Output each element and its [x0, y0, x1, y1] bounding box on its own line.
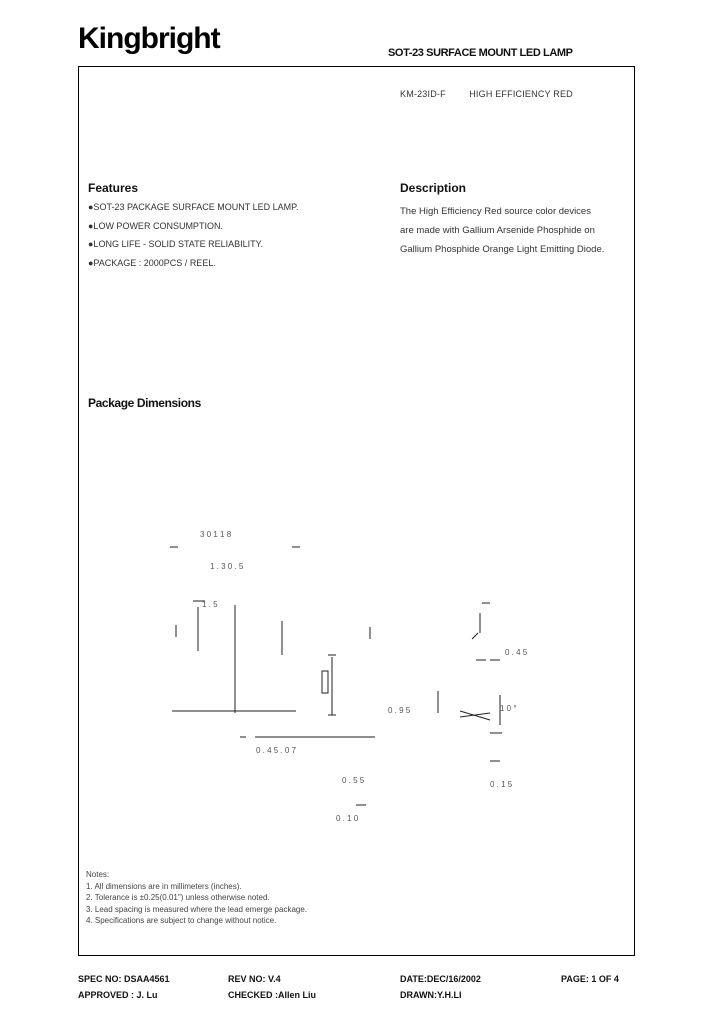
part-number: KM-23ID-F [400, 89, 446, 99]
dim-label-mid: 1 . 3 0 . 5 [210, 562, 244, 571]
description-text [400, 202, 632, 259]
features-list [88, 202, 299, 276]
note-item: 3. Lead spacing is measured where the lead emerge package. [86, 904, 308, 914]
description-line: are made with Gallium Arsenide Phosphide on [400, 225, 595, 236]
feature-item: ●LOW POWER CONSUMPTION. [88, 220, 223, 231]
height-dim-box [322, 671, 328, 693]
rv-label-4: 0 . 1 5 [490, 780, 513, 789]
dim-label-bottom: 0 . 4 5 . 0 7 [256, 746, 297, 755]
spec-number: SPEC NO: DSAA4561 [78, 974, 170, 984]
kingbright-logo: Kingbright [78, 22, 220, 55]
rv-label-3: 1 0 ° [500, 704, 517, 713]
description-line: The High Efficiency Red source color devices [400, 206, 591, 217]
feature-item: ●LONG LIFE - SOLID STATE RELIABILITY. [88, 239, 263, 249]
notes-heading: Notes: [86, 870, 110, 879]
dim-label-top: 3 0 1 1 8 [200, 530, 232, 539]
description-heading: Description [400, 181, 467, 195]
package-dimensions-drawing [160, 515, 560, 835]
approved-by: APPROVED : J. Lu [78, 990, 158, 1000]
checked-by: CHECKED :Allen Liu [228, 990, 317, 1000]
dim-label-foot: 0 . 5 5 [342, 776, 365, 785]
package-dimensions-heading: Package Dimensions [88, 396, 201, 410]
rv-label-2: 0 . 9 5 [388, 706, 411, 715]
revision-number: REV NO: V.4 [228, 974, 281, 984]
description-line: Gallium Phosphide Orange Light Emitting Diode. [400, 244, 605, 255]
note-item: 2. Tolerance is ±0.25(0.01") unless otherwise noted. [86, 893, 270, 902]
rv-diag-2 [460, 713, 490, 717]
page-indicator: PAGE: 1 OF 4 [561, 974, 619, 984]
feature-item: ●PACKAGE : 2000PCS / REEL. [88, 257, 216, 268]
dim-label-foot-2: 0 . 1 0 [336, 814, 359, 823]
dim-label-pin: 1 . 5 [202, 600, 218, 609]
features-heading: Features [88, 181, 139, 195]
notes-section [86, 869, 307, 927]
rv-lead-bend [472, 633, 478, 639]
part-description: HIGH EFFICIENCY RED [469, 89, 573, 99]
feature-item: ●SOT-23 PACKAGE SURFACE MOUNT LED LAMP. [88, 202, 299, 212]
rv-label-1: 0 . 4 5 [505, 648, 528, 657]
document-date: DATE:DEC/16/2002 [400, 974, 481, 984]
part-number-line [400, 89, 573, 99]
drawn-by: DRAWN:Y.H.LI [400, 990, 462, 1000]
note-item: 1. All dimensions are in millimeters (inches). [86, 881, 242, 891]
note-item: 4. Specifications are subject to change without notice. [86, 916, 277, 925]
document-title: SOT-23 SURFACE MOUNT LED LAMP [388, 47, 573, 59]
